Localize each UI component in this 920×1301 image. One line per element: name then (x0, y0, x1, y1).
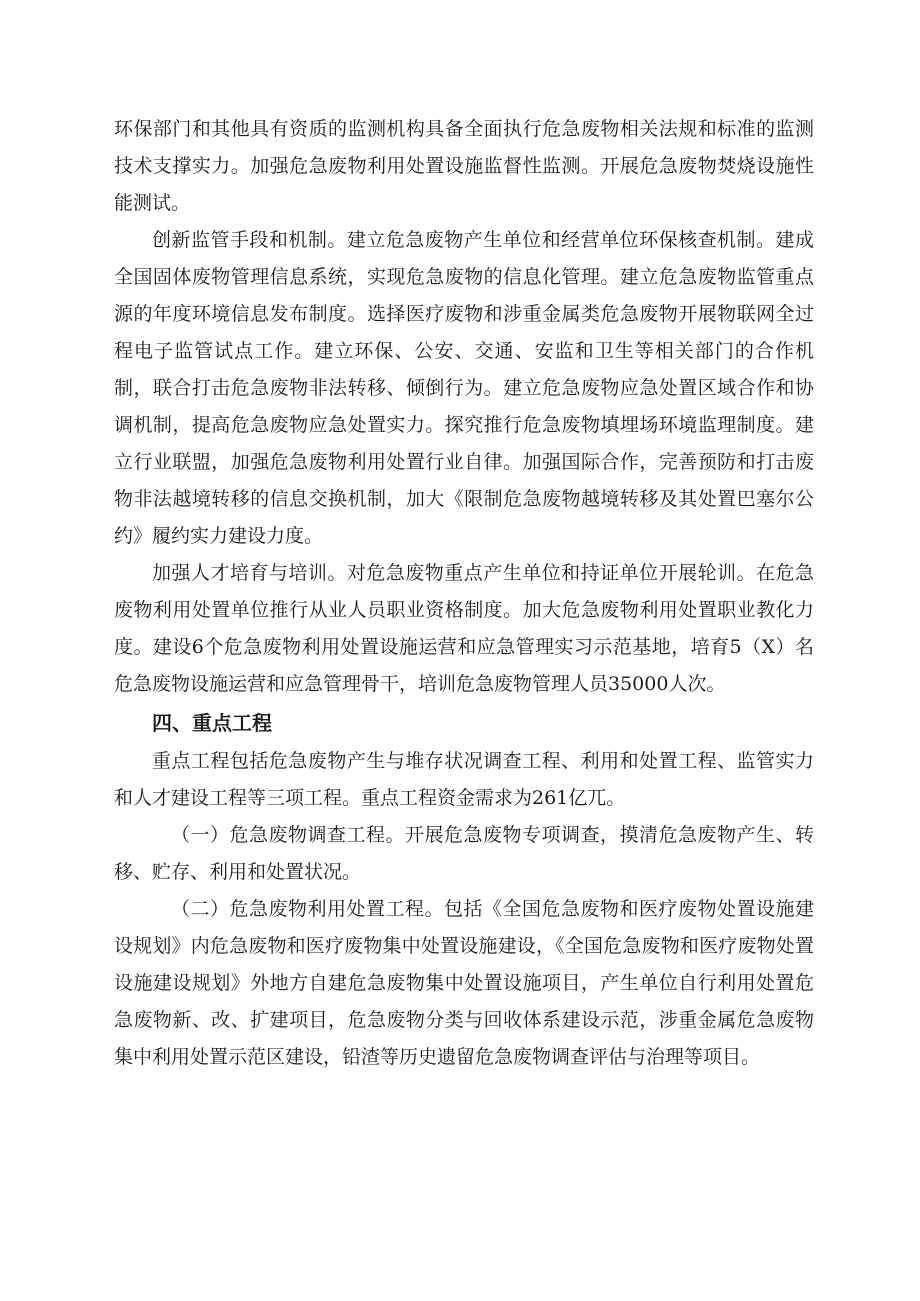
paragraph-monitoring: 环保部门和其他具有资质的监测机构具备全面执行危急废物相关法规和标准的监测技术支撑实力。加强危急废物利用处置设施监督性监测。开展危急废物焚烧设施性能测试。 (114, 118, 814, 214)
paragraph-disposal-project: （二）危急废物利用处置工程。包括《全国危急废物和医疗废物处置设施建设规划》内危急废物和医疗废物集中处置设施建设，《全国危急废物和医疗废物处置设施建设规划》外地方自建危急废物集中处置设施项目，产生单位自行利用处置危急废物新、改、扩建项目，危急废物分类与回收体系建设示范，涉重金属危急废物集中利用处置示范区建设，铅渣等历史遗留危急废物调查评估与治理等项目。 (114, 898, 814, 1068)
paragraph-key-projects: 重点工程包括危急废物产生与堆存状况调查工程、利用和处置工程、监管实力和人才建设工程等三项工程。重点工程资金需求为261亿兀。 (114, 750, 814, 809)
section-heading: 四、重点工程 (152, 711, 272, 735)
document-page (114, 111, 814, 1076)
paragraph-supervision: 创新监管手段和机制。建立危急废物产生单位和经营单位环保核查机制。建成全国固体废物管理信息系统，实现危急废物的信息化管理。建立危急废物监管重点源的年度环境信息发布制度。选择医疗废物和涉重金属类危急废物开展物联网全过程电子监管试点工作。建立环保、公安、交通、安监和卫生等相关部门的合作机制，联合打击危急废物非法转移、倾倒行为。建立危急废物应急处置区域合作和协调机制，提高危急废物应急处置实力。探究推行危急废物填埋场环境监理制度。建立行业联盟，加强危急废物利用处置行业自律。加强国际合作，完善预防和打击废物非法越境转移的信息交换机制，加大《限制危急废物越境转移及其处置巴塞尔公约》履约实力建设力度。 (114, 229, 814, 547)
paragraph-survey-project: （一）危急废物调查工程。开展危急废物专项调查，摸清危急废物产生、转移、贮存、利用和处置状况。 (114, 824, 814, 883)
paragraph-training: 加强人才培育与培训。对危急废物重点产生单位和持证单位开展轮训。在危急废物利用处置单位推行从业人员职业资格制度。加大危急废物利用处置职业教化力度。建设6个危急废物利用处置设施运营和应急管理实习示范基地，培育5（X）名危急废物设施运营和应急管理骨干，培训危急废物管理人员35000人次。 (114, 562, 814, 695)
